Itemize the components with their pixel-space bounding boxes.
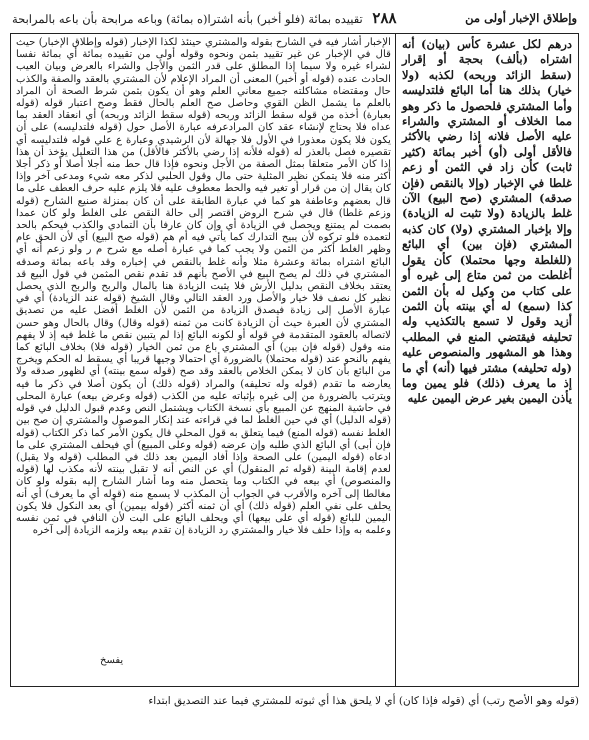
running-title-text: تقييده بمائة (فلو أخبر) بأنه اشترا(ه بمائة) وباعه مرابحة بأن باعه بالمرابحة (12, 12, 363, 26)
running-title-right: وإطلاق الإخبار أولى من (465, 11, 577, 25)
main-text-body: درهم لكل عشرة كأس (بيان) أنه اشتراه (بألف) بحجة أو إقرار (سقط الزائد وربحه) لكذبه (ولا خيار) بذلك هنا أما البائع فلتدليسه وأما المشتري فلحصول ما ذكر وهو مما الخلاف أو المشتري والشراء عليه الأصل فلانه إذا رضي بالأكثر فالأقل أولى (أو) أخبر بمائة (كثير ثابت) كأن زاد في الثمن أو زعم غلطا في الإخبار (وإلا بالنقص (فإن صدقه) المشتري (صح البيع) الآن غلط بالزيادة (ولا تثبت له الزيادة) وإلا بإخبار المشتري (ولا) كان كذبه المشتري (فإن بين) أي البائع (للغلطة وجها محتملا) كأن يقول أغلطت من ثمن متاع إلى غيره أو على كتاب من وكيل له بأن الثمن كذا (سمع) له أي بينته بأن الثمن أزيد وقول لا تسمع بالتكذيب وله تحليفه فيقتضي المنع في المطلب وهذا هو المشهور والمنصوص عليه (وله تحليفه) مشتر فيها (أنه) أي ما إذ ما يعرف (ذلك) فلو يمين وما يأذن اليمين بغير عرض اليمين عليه (402, 37, 572, 406)
catchword: يفسخ (100, 655, 124, 666)
commentary-column (12, 35, 395, 685)
main-text-column (397, 35, 577, 685)
commentary-body: الإخبار أشار فيه في الشارح بقوله والمشتري حينئذ لكذا الإخبار (قوله وإطلاق الإخبار) حيث قال في الإخبار عن غير تقييد بثمن ونحوه وقوله أولى من تقييده بمائة أي بمائة نفسا لشراء غيره ولا سيما إذا المطلق على قدر الثمن والأجل والشراء بالعرض وبيان العيب الحادث عنده (قوله أو أخبر) المعنى أن المراد الإعلام لأن المشتري بالعقد والصفة والكذب حال ومقتضاه مشاكلته جميع معاني العلم وهو أن يكون بثمن شرط الصحة أن المراد بالعلم ما يشمل الظن القوي وحاصل صح العلم بالحال فقط وصح اعتبار قوله (قوله بعبارة) أخذه من قوله سقط الزائد وربحه (قوله سقط الزائد وربحه) أي انعقاد العقد بما عداه فلا يحتاج لإنشاء عقد كان المرادعرفه عبارة الأصل حول (قوله فلتدليسه) على أن يكون فلا يكون معذورا في الأول فلا جهالة لأن الرشيدي وعبارة ع علي قوله فلتدليسه أي تقصيره فصل بالعذر له (قوله فلأنه إذا رضي بالأكثر فالأقل) من هذا التعليل يؤخذ أن هذا إذا كان الأمر متعلقا بمثل الصفة من الأجل ونحوه فإذا قال حط منه أجلا أصلا أو ذكر أجلا أكثر منه فلا يتمكن نظير المثلية حتى مال وقول الحلبي لذكر معه شيء ومدعى آخر وإذا كان يقال إن من قرار أو تغير فيه والحط معطوف عليه فلا يلزم عليه حرف العطف على ما قال بعضهم وعاطفة هو كما في عبارة الطابقة على أن كان بمنزلة صنيع الشارح (قوله وزعم غلطا) قال في شرح الروض اقتصر إلى حالة النقص على الغلط ولو كان عمدا بصمت لم يمتنع ويحصل في الزيادة أي وإن كان عارفا بأن التمادي والكذب فيحكم بالحد لتعمده فلو تركوه لأن يبيح التدارك كما يأتي فيه أم هم (قوله صح البيع) أي لأن الحق عام وظهر الغلط أكثر من الثمن ولا يجب كما في عبارة أصله مع شرح م ر ولو زعم أنه أي البائع اشتراه بمائة وعشرة مثلا وأنه غلط بالنقص في إخباره وقد باعه بمائة وصدقه المشتري في ذلك لم يصح البيع في الأصح بأنهم قد تقدم نقص المثمن في قول البيع قد يعتقد بخلاف النقص بدليل الأرش فلا يثبت الزيادة هنا بالمال والربح والربح الذي يحصل نظير كل نصف فلا خيار والأصل ورد العقد التالي وقال الشيخ (قوله عند الزيادة) أي في عبارة الأصل إلى زيادة فيصدق الزيادة من الثمن لأن الغلط أفضل عليه من تصديق المشتري لأن العبرة حيث أن الزيادة كانت من ثمنه (قوله وقال) وقال بالحال وهو حسن لاتصاله بالعقود المتقدمة في قوله أو لكونه البائع إذا لم يتبين نقص ما غلط فيه إذ لا يفهم منه وقول (قوله فإن بين) أي المشتري باع من ثمن الخيار (قوله فلا) بخلاف البائع كما يفهم بالنحو عند (قوله محتملا) بالضرورة أي احتمالا وجيها قريبا أي يسقط له الحكم ويخرج من البائع بأن كان لا يمكن الخلاص بالعقد وقد صح (قوله سمع بينته) أي لظهور صدقه ولا يعارضه ما تقدم (قوله وله تحليفه) والمراد (قوله ذلك) أن يكون أصلا في ذكر ما فيه ويترتب بالضرورة من إلى غيره بإثباته عليه من الكذب (قوله وعرض بيعه) عبارة المحلى في حاشية المنهج عن المبيع بأي نسخة الكتاب ويشتمل النص وعدم قبول الدليل في قوله (قوله الدليل) أي في حين الغلط لما في قراءته عند إنكار الموصول والمشتري إن صح بين الغلط نفسه (قوله المنع) فيما يتعلق به قول المحلي قال يكون الأمر كما ذكر الكتاب (قوله فإن أبى) أي البائع الذي طلبه وإن عرضه (قوله وعلى المبيع) أي فيحلف المشتري على ما ادعاه (قوله اليمين) على الصحة وإذا أفاد اليمين بعد ذلك في المطلب (قوله ولا يقبل) لعدم إقامة البينة (قوله ثم المنقول) أي عن النص أنه لا تقبل بينته لأنه مكذب لها (قوله والمنصوص) أي بيعه في الكتاب وما يتحصل منه وما أشار الشارح إليه بقوله ولو كان مغالطا إلى آخره والأقرب في الجواب أن المكذب لا يسمع منه (قوله أي ما يعرف) أي أنه يحلف على نفي العلم (قوله ذلك) أي أن ثمنه أكثر (قوله بيمين) أي بعد النكول فلا يكون اليمين للبائع (قوله أي على بيعها) أي ويحلف البائع على البت لأن النافي في ثمن نفسه وعلمه به وإذا حلف فلا خيار والمشتري رد الزيادة إن تقدم بيعه ولزمه الزيادة إلى آخره (16, 37, 391, 537)
running-title-left (12, 6, 412, 30)
footer-note: (قوله وهو الأصح رتب) أي (قوله فإذا كان) أي لا يلحق هذا أي ثبوته للمشتري فيما عند التصديق ابتداء (148, 695, 579, 707)
page-number: ٢٨٨ (372, 9, 397, 27)
column-divider (395, 33, 396, 687)
page-header (10, 6, 585, 30)
